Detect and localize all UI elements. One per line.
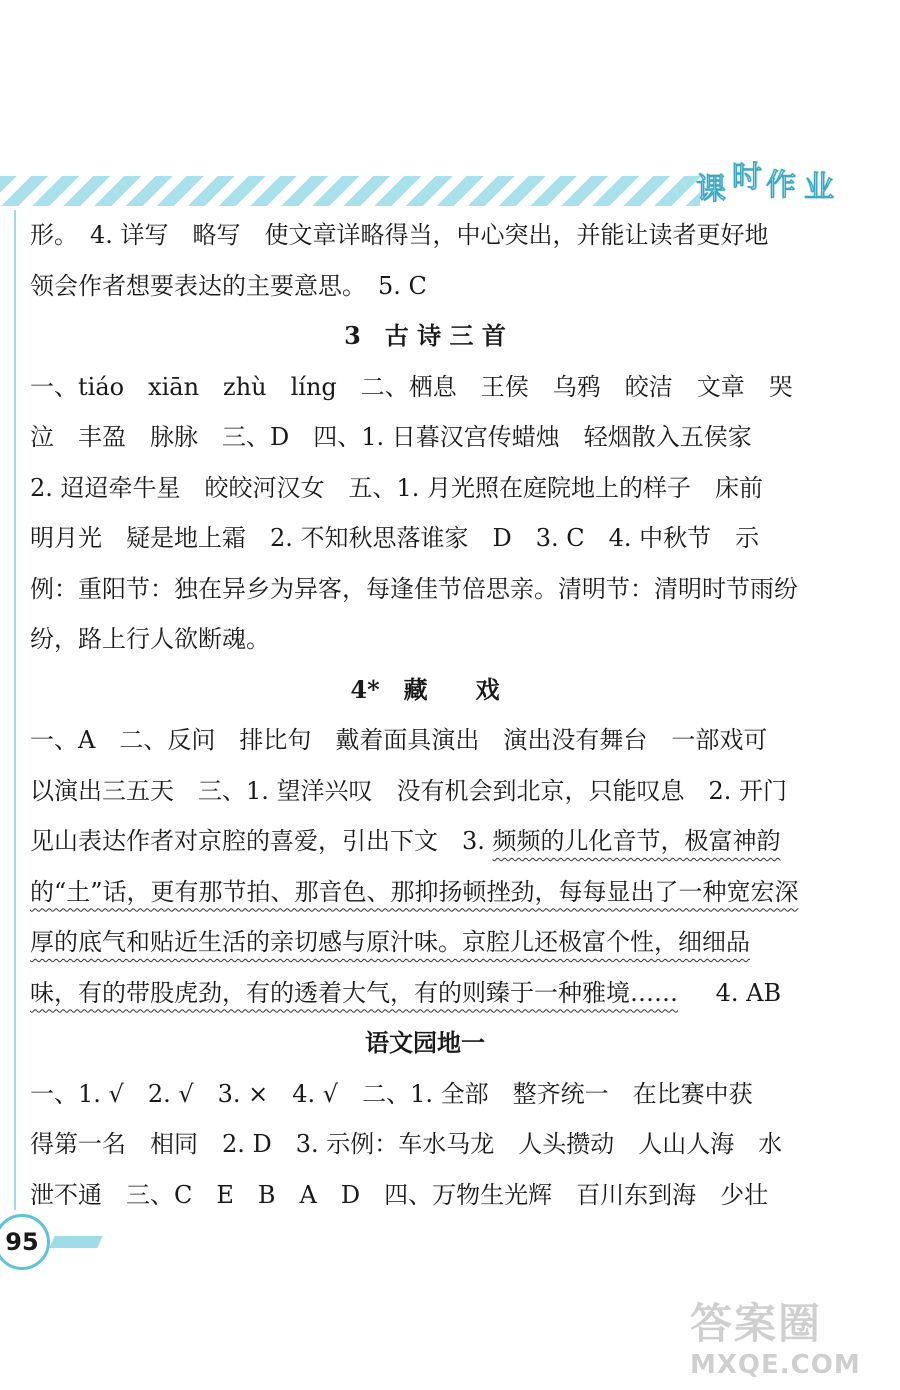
margin-line [14, 210, 16, 1210]
brand-title [696, 150, 836, 207]
text-line: 纷，路上行人欲断魂。 [30, 625, 270, 653]
text-segment: 见山表达作者对京腔的喜爱，引出下文 3. [30, 827, 485, 855]
section-heading-language-garden: 语文园地一 [365, 1028, 485, 1057]
text-line [30, 816, 820, 867]
text-line: 以演出三五天 三、1. 望洋兴叹 没有机会到北京，只能叹息 2. 开门 [30, 776, 788, 805]
section-heading-tibetan-opera: 4* 藏 戏 [350, 674, 500, 704]
brand-char: 业 [804, 170, 836, 205]
watermark-url: MXQE.COM [690, 1350, 861, 1380]
text-line: 一、A 二、反问 排比句 戴着面具演出 演出没有舞台 一部戏可 [30, 726, 768, 754]
brand-char: 作 [766, 168, 798, 203]
brand-char: 课 [696, 172, 728, 207]
text-line: 形。 4. 详写 略写 使文章详略得当，中心突出，并能让读者更好地 [30, 221, 769, 249]
wavy-underlined-text: 频频的儿化音节，极富神韵 [492, 827, 781, 855]
text-line: 泣 丰盈 脉脉 三、D 四、1. 日暮汉宫传蜡烛 轻烟散入五侯家 [30, 423, 752, 451]
text-line [30, 968, 820, 1019]
watermark-text: 答案圈 [690, 1299, 823, 1348]
page-number: 95 [0, 1214, 50, 1270]
text-line: 明月光 疑是地上霜 2. 不知秋思落谁家 D 3. C 4. 中秋节 示 [30, 524, 760, 552]
answer-content [30, 210, 820, 1220]
brand-char: 时 [732, 160, 764, 195]
section-heading-poems: 3 古 诗 三 首 [344, 321, 506, 350]
text-line: 领会作者想要表达的主要意思。 5. C [30, 271, 427, 300]
header-stripe-band [0, 176, 700, 206]
wavy-underlined-line: 的“土”话，更有那节拍、那音色、那抑扬顿挫劲，每每显出了一种宽宏深 [30, 877, 799, 906]
watermark-logo [690, 1300, 900, 1390]
text-segment: 4. AB [715, 978, 782, 1007]
text-line: 2. 迢迢牵牛星 皎皎河汉女 五、1. 月光照在庭院地上的样子 床前 [30, 473, 764, 502]
wavy-underlined-line: 厚的底气和贴近生活的亲切感与原汁味。京腔儿还极富个性，细细品 [30, 928, 750, 956]
text-line: 例：重阳节：独在异乡为异客，每逢佳节倍思亲。清明节：清明时节雨纷 [30, 574, 798, 603]
text-line: 得第一名 相同 2. D 3. 示例：车水马龙 人头攒动 人山人海 水 [30, 1130, 783, 1158]
text-line: 一、1. √ 2. √ 3. × 4. √ 二、1. 全部 整齐统一 在比赛中获 [30, 1079, 753, 1108]
wavy-underlined-text: 味，有的带股虎劲，有的透着大气，有的则臻于一种雅境…… [30, 978, 678, 1007]
page-stripe-decoration [49, 1236, 103, 1248]
text-line: 一、tiáo xiān zhù líng 二、栖息 王侯 乌鸦 皎洁 文章 哭 [30, 372, 793, 401]
text-line: 泄不通 三、C E B A D 四、万物生光辉 百川东到海 少壮 [30, 1180, 769, 1209]
